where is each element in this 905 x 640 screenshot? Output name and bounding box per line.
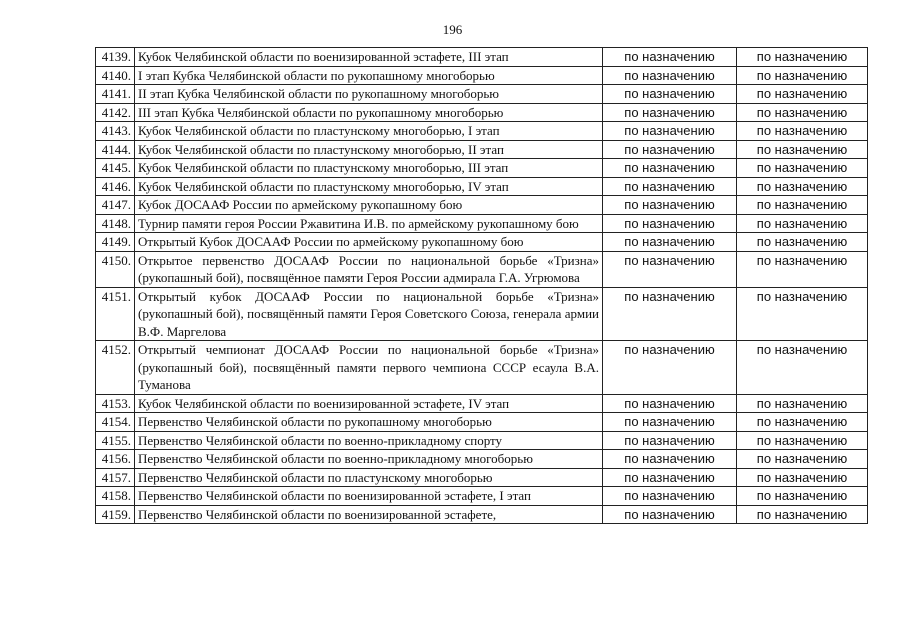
location-cell: по назначению xyxy=(737,196,868,215)
event-name: Первенство Челябинской области по военизированной эстафете, I этап xyxy=(135,487,603,506)
schedule-cell: по назначению xyxy=(603,487,737,506)
location-cell: по назначению xyxy=(737,214,868,233)
row-number: 4143. xyxy=(96,122,135,141)
table-row xyxy=(96,505,868,524)
row-number: 4152. xyxy=(96,341,135,395)
location-cell: по назначению xyxy=(737,487,868,506)
table-row xyxy=(96,487,868,506)
location-cell: по назначению xyxy=(737,394,868,413)
location-cell: по назначению xyxy=(737,505,868,524)
table-row xyxy=(96,196,868,215)
row-number: 4155. xyxy=(96,431,135,450)
schedule-cell: по назначению xyxy=(603,287,737,341)
location-cell: по назначению xyxy=(737,122,868,141)
table-row xyxy=(96,48,868,67)
location-cell: по назначению xyxy=(737,177,868,196)
schedule-cell: по назначению xyxy=(603,450,737,469)
table-row xyxy=(96,287,868,341)
row-number: 4158. xyxy=(96,487,135,506)
row-number: 4139. xyxy=(96,48,135,67)
schedule-cell: по назначению xyxy=(603,48,737,67)
table-row xyxy=(96,468,868,487)
location-cell: по назначению xyxy=(737,103,868,122)
schedule-cell: по назначению xyxy=(603,66,737,85)
schedule-cell: по назначению xyxy=(603,196,737,215)
event-name: Кубок Челябинской области по пластунскому многоборью, III этап xyxy=(135,159,603,178)
location-cell: по назначению xyxy=(737,66,868,85)
row-number: 4156. xyxy=(96,450,135,469)
row-number: 4151. xyxy=(96,287,135,341)
location-cell: по назначению xyxy=(737,413,868,432)
table-row xyxy=(96,341,868,395)
events-table xyxy=(95,47,868,524)
schedule-cell: по назначению xyxy=(603,505,737,524)
location-cell: по назначению xyxy=(737,468,868,487)
event-name: Кубок ДОСААФ России по армейскому рукопашному бою xyxy=(135,196,603,215)
event-name: Первенство Челябинской области по пластунскому многоборью xyxy=(135,468,603,487)
row-number: 4141. xyxy=(96,85,135,104)
event-name: Кубок Челябинской области по военизированной эстафете, III этап xyxy=(135,48,603,67)
table-row xyxy=(96,103,868,122)
row-number: 4148. xyxy=(96,214,135,233)
table-row xyxy=(96,85,868,104)
location-cell: по назначению xyxy=(737,450,868,469)
event-name: Кубок Челябинской области по пластунскому многоборью, II этап xyxy=(135,140,603,159)
location-cell: по назначению xyxy=(737,48,868,67)
row-number: 4157. xyxy=(96,468,135,487)
schedule-cell: по назначению xyxy=(603,431,737,450)
schedule-cell: по назначению xyxy=(603,85,737,104)
event-name: Кубок Челябинской области по пластунскому многоборью, I этап xyxy=(135,122,603,141)
row-number: 4140. xyxy=(96,66,135,85)
location-cell: по назначению xyxy=(737,431,868,450)
event-name: Первенство Челябинской области по военно-прикладному спорту xyxy=(135,431,603,450)
table-row xyxy=(96,413,868,432)
schedule-cell: по назначению xyxy=(603,341,737,395)
location-cell: по назначению xyxy=(737,159,868,178)
page-number: 196 xyxy=(442,22,463,37)
table-row xyxy=(96,122,868,141)
schedule-cell: по назначению xyxy=(603,214,737,233)
schedule-cell: по назначению xyxy=(603,177,737,196)
event-name: Открытый чемпионат ДОСААФ России по национальной борьбе «Тризна» (рукопашный бой), посвящённый памяти первого чемпиона СССР есаула В.А. Туманова xyxy=(135,341,603,395)
row-number: 4147. xyxy=(96,196,135,215)
table-row xyxy=(96,140,868,159)
location-cell: по назначению xyxy=(737,287,868,341)
schedule-cell: по назначению xyxy=(603,122,737,141)
event-name: Кубок Челябинской области по военизированной эстафете, IV этап xyxy=(135,394,603,413)
event-name: Открытый Кубок ДОСААФ России по армейскому рукопашному бою xyxy=(135,233,603,252)
schedule-cell: по назначению xyxy=(603,140,737,159)
row-number: 4153. xyxy=(96,394,135,413)
schedule-cell: по назначению xyxy=(603,413,737,432)
location-cell: по назначению xyxy=(737,251,868,287)
location-cell: по назначению xyxy=(737,233,868,252)
row-number: 4159. xyxy=(96,505,135,524)
event-name: I этап Кубка Челябинской области по рукопашному многоборью xyxy=(135,66,603,85)
schedule-cell: по назначению xyxy=(603,468,737,487)
schedule-cell: по назначению xyxy=(603,103,737,122)
event-name: Открытый кубок ДОСААФ России по национальной борьбе «Тризна» (рукопашный бой), посвящённый памяти Героя Советского Союза, генерала армии В.Ф. Маргелова xyxy=(135,287,603,341)
row-number: 4142. xyxy=(96,103,135,122)
table-row xyxy=(96,214,868,233)
event-name: III этап Кубка Челябинской области по рукопашному многоборью xyxy=(135,103,603,122)
location-cell: по назначению xyxy=(737,85,868,104)
row-number: 4146. xyxy=(96,177,135,196)
event-name: Турнир памяти героя России Ржавитина И.В. по армейскому рукопашному бою xyxy=(135,214,603,233)
schedule-cell: по назначению xyxy=(603,159,737,178)
event-name: Первенство Челябинской области по военизированной эстафете, xyxy=(135,505,603,524)
table-row xyxy=(96,394,868,413)
location-cell: по назначению xyxy=(737,140,868,159)
event-name: Открытое первенство ДОСААФ России по национальной борьбе «Тризна» (рукопашный бой), посвящённое памяти Героя России адмирала Г.А. Угрюмова xyxy=(135,251,603,287)
row-number: 4154. xyxy=(96,413,135,432)
table-row xyxy=(96,251,868,287)
table-row xyxy=(96,431,868,450)
schedule-cell: по назначению xyxy=(603,233,737,252)
table-row xyxy=(96,159,868,178)
row-number: 4145. xyxy=(96,159,135,178)
event-name: Кубок Челябинской области по пластунскому многоборью, IV этап xyxy=(135,177,603,196)
row-number: 4144. xyxy=(96,140,135,159)
event-name: Первенство Челябинской области по рукопашному многоборью xyxy=(135,413,603,432)
row-number: 4150. xyxy=(96,251,135,287)
table-row xyxy=(96,450,868,469)
location-cell: по назначению xyxy=(737,341,868,395)
schedule-cell: по назначению xyxy=(603,251,737,287)
schedule-cell: по назначению xyxy=(603,394,737,413)
row-number: 4149. xyxy=(96,233,135,252)
table-row xyxy=(96,66,868,85)
table-body xyxy=(96,48,868,524)
event-name: Первенство Челябинской области по военно-прикладному многоборью xyxy=(135,450,603,469)
event-name: II этап Кубка Челябинской области по рукопашному многоборью xyxy=(135,85,603,104)
table-row xyxy=(96,177,868,196)
table-row xyxy=(96,233,868,252)
